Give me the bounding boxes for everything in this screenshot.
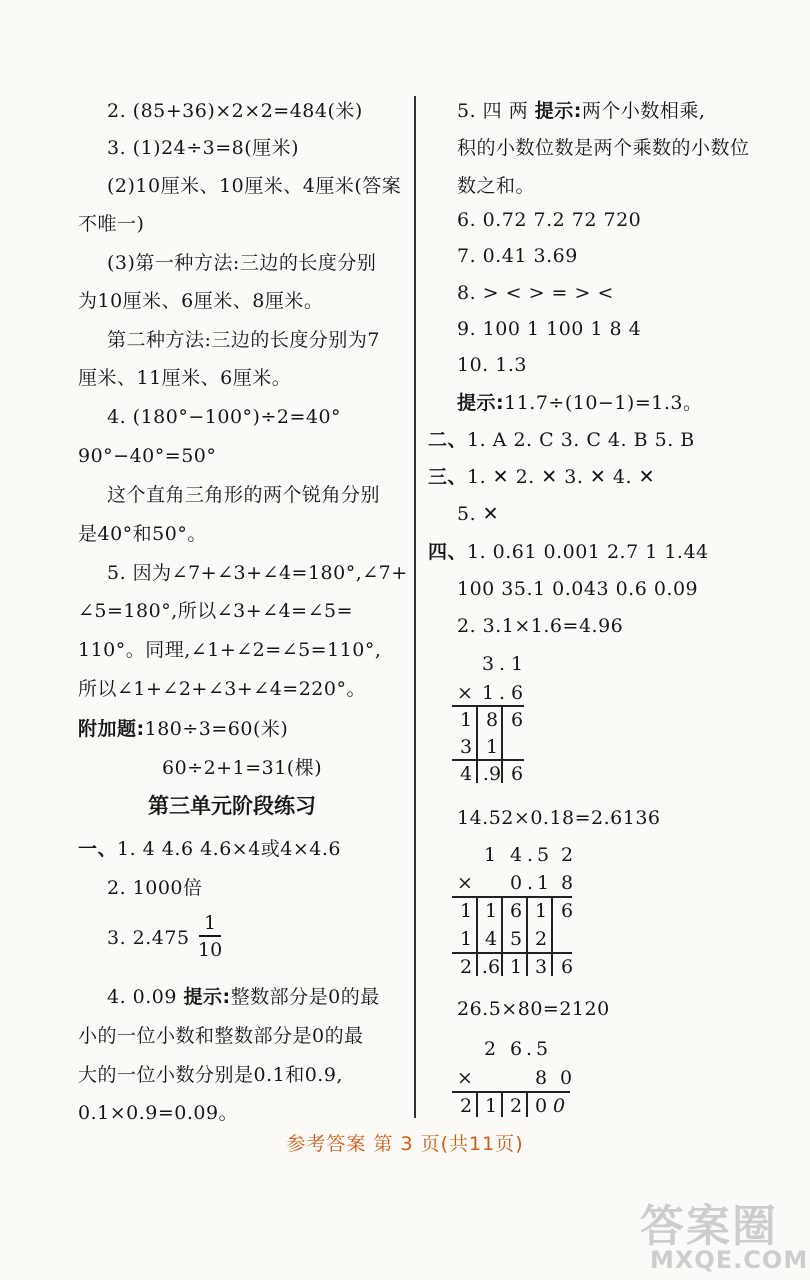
answer-line: 不唯一) — [78, 213, 145, 235]
hint-label: 提示: — [183, 986, 231, 1008]
column-divider — [414, 96, 416, 1118]
bonus-answer: 180÷3=60(米) — [144, 718, 289, 740]
answer-line: 10. 1.3 — [457, 354, 527, 376]
calc-digit: 2 — [509, 1095, 523, 1117]
hint-label: 提示: — [457, 392, 505, 414]
calc-column-line — [501, 705, 503, 783]
calc-digit: 8 — [560, 872, 574, 894]
answer-line: 第二种方法:三边的长度分别为7 — [107, 329, 380, 351]
section-two-label: 二、 — [428, 429, 468, 451]
answer-line — [107, 985, 380, 1009]
calc-digit: 6 — [510, 709, 524, 731]
calc-digit: 1 — [459, 928, 473, 950]
answer-line: 100 35.1 0.043 0.6 0.09 — [457, 578, 699, 600]
answer-line — [457, 99, 705, 123]
section-four-label: 四、 — [428, 541, 468, 563]
calc-digit: 1 — [510, 653, 524, 675]
calc-digit: . — [526, 844, 534, 866]
answer-line: (2)10厘米、10厘米、4厘米(答案 — [107, 175, 402, 197]
section-three-label: 三、 — [428, 466, 468, 488]
answer-text: 1. A 2. C 3. C 4. B 5. B — [467, 429, 695, 451]
answer-line: 14.52×0.18=2.6136 — [457, 807, 661, 829]
calc-rule — [452, 759, 524, 761]
answer-line: 0.1×0.9=0.09。 — [78, 1102, 239, 1124]
bonus-line-2: 60÷2+1=31(棵) — [162, 757, 323, 779]
calc-digit: 6 — [509, 1038, 523, 1060]
calc-digit: 4 — [459, 763, 473, 785]
calc-column-line — [551, 896, 553, 976]
answer-line: 为10厘米、6厘米、8厘米。 — [78, 290, 324, 312]
answer-line — [457, 391, 702, 415]
calc-digit: 2 — [459, 956, 473, 978]
calc-column-line — [476, 705, 478, 783]
calc-digit: 0 — [552, 1095, 566, 1117]
answer-text: 1. 4 4.6 4.6×4或4×4.6 — [117, 838, 342, 860]
calc-digit: 1 — [459, 709, 473, 731]
calc-digit: 5 — [535, 1038, 549, 1060]
section-title: 第三单元阶段练习 — [148, 794, 316, 818]
calc-digit: .6 — [481, 956, 501, 978]
answer-line: 110°。同理,∠1+∠2=∠5=110°, — [78, 639, 382, 661]
answer-line: 3. 2.475 — [107, 927, 190, 949]
fraction-numerator: 1 — [203, 912, 217, 934]
section-one-label: 一、 — [78, 838, 118, 860]
calc-column-line — [476, 1091, 478, 1117]
calc-digit: 1 — [509, 956, 523, 978]
calc-rule — [452, 705, 524, 707]
answer-line: 这个直角三角形的两个锐角分别 — [107, 484, 381, 506]
calc-digit: 5 — [509, 928, 523, 950]
watermark-logo — [640, 1190, 809, 1280]
calc-digit: 0 — [559, 1067, 573, 1089]
calc-rule — [452, 952, 572, 954]
answer-text: 11.7÷(10−1)=1.3。 — [504, 392, 703, 414]
calc-digit: 1 — [483, 844, 497, 866]
calc-column-line — [501, 1091, 503, 1117]
calc-rule — [452, 1091, 570, 1093]
hint-label: 提示: — [534, 100, 582, 122]
calc-digit: 3 — [534, 956, 548, 978]
calc-digit: 6 — [510, 763, 524, 785]
calc-digit: 6 — [510, 682, 524, 704]
calc-digit: 0 — [509, 872, 523, 894]
bonus-line — [78, 717, 288, 741]
answer-line: 小的一位小数和整数部分是0的最 — [78, 1025, 364, 1047]
calc-rule — [452, 896, 572, 898]
answer-line: 所以∠1+∠2+∠3+∠4=220°。 — [78, 678, 366, 700]
calc-digit: 6 — [560, 956, 574, 978]
answer-text: 4. 0.09 — [107, 986, 184, 1008]
answer-line: 5. 因为∠7+∠3+∠4=180°,∠7+ — [107, 562, 408, 584]
answer-text: 两个小数相乘, — [581, 100, 706, 122]
answer-line: ∠5=180°,所以∠3+∠4=∠5= — [78, 600, 354, 622]
calc-digit: . — [498, 682, 506, 704]
calc-digit: 8 — [485, 709, 499, 731]
calc-digit: × — [457, 872, 473, 894]
answer-line: 2. 1000倍 — [107, 877, 203, 899]
calc-digit: 1 — [485, 736, 499, 758]
calc-digit: 4 — [509, 844, 523, 866]
answer-text: 1. 0.61 0.001 2.7 1 1.44 — [467, 541, 709, 563]
calc-digit: 1 — [481, 682, 495, 704]
answer-text: 整数部分是0的最 — [230, 986, 380, 1008]
calc-digit: 0 — [534, 1095, 548, 1117]
calc-digit: × — [457, 682, 473, 704]
calc-digit: 2 — [560, 844, 574, 866]
answer-line: 4. (180°−100°)÷2=40° — [107, 406, 342, 428]
answer-line: (3)第一种方法:三边的长度分别 — [107, 252, 377, 274]
section-three-line — [428, 465, 655, 489]
answer-line: 26.5×80=2120 — [457, 998, 610, 1020]
calc-digit: 1 — [534, 900, 548, 922]
answer-text: 1. ✕ 2. ✕ 3. ✕ 4. ✕ — [467, 466, 655, 488]
calc-digit: . — [525, 1038, 533, 1060]
calc-digit: 3 — [481, 653, 495, 675]
calc-digit: 2 — [534, 928, 548, 950]
answer-text: 5. 四 两 — [457, 100, 535, 122]
calc-digit: 1 — [484, 1095, 498, 1117]
calc-digit: 6 — [560, 900, 574, 922]
fraction-bar — [199, 935, 221, 937]
calc-column-line — [526, 1091, 528, 1117]
calc-digit: 3 — [459, 736, 473, 758]
calc-column-line — [526, 896, 528, 976]
watermark-url: MXQE.COM — [650, 1246, 809, 1274]
answer-line: 2. (85+36)×2×2=484(米) — [107, 100, 363, 122]
calc-digit: .9 — [482, 763, 502, 785]
calc-digit: 2 — [483, 1038, 497, 1060]
answer-line: 8. > < > = > < — [457, 282, 614, 304]
answer-line: 5. ✕ — [457, 503, 500, 525]
calc-digit: 1 — [484, 900, 498, 922]
section-one-line — [78, 837, 341, 861]
calc-digit: 6 — [509, 900, 523, 922]
answer-line: 2. 3.1×1.6=4.96 — [457, 615, 624, 637]
calc-column-line — [476, 896, 478, 976]
bonus-label: 附加题: — [78, 718, 145, 740]
calc-digit: 2 — [459, 1095, 473, 1117]
answer-line: 7. 0.41 3.69 — [457, 245, 578, 267]
answer-line: 3. (1)24÷3=8(厘米) — [107, 137, 300, 159]
fraction-denominator: 10 — [198, 939, 223, 961]
calc-digit: 5 — [536, 844, 550, 866]
answer-line: 大的一位小数分别是0.1和0.9, — [78, 1064, 343, 1086]
answer-line: 9. 100 1 100 1 8 4 — [457, 318, 642, 340]
answer-line: 90°−40°=50° — [78, 445, 217, 467]
calc-column-line — [501, 896, 503, 976]
watermark-text: 答案圈 — [640, 1201, 778, 1252]
page-footer: 参考答案 第 3 页(共11页) — [286, 1133, 524, 1155]
calc-digit: . — [498, 653, 506, 675]
calc-digit: . — [526, 872, 534, 894]
answer-line: 厘米、11厘米、6厘米。 — [78, 367, 292, 389]
answer-line: 是40°和50°。 — [78, 523, 207, 545]
section-four-line — [428, 540, 709, 564]
calc-digit: 8 — [534, 1067, 548, 1089]
calc-digit: 4 — [484, 928, 498, 950]
answer-line: 积的小数位数是两个乘数的小数位 — [457, 137, 750, 159]
calc-digit: 1 — [536, 872, 550, 894]
answer-line: 数之和。 — [457, 175, 536, 197]
answer-line: 6. 0.72 7.2 72 720 — [457, 209, 642, 231]
section-two-line — [428, 428, 695, 452]
calc-digit: × — [457, 1067, 473, 1089]
calc-digit: 1 — [459, 900, 473, 922]
